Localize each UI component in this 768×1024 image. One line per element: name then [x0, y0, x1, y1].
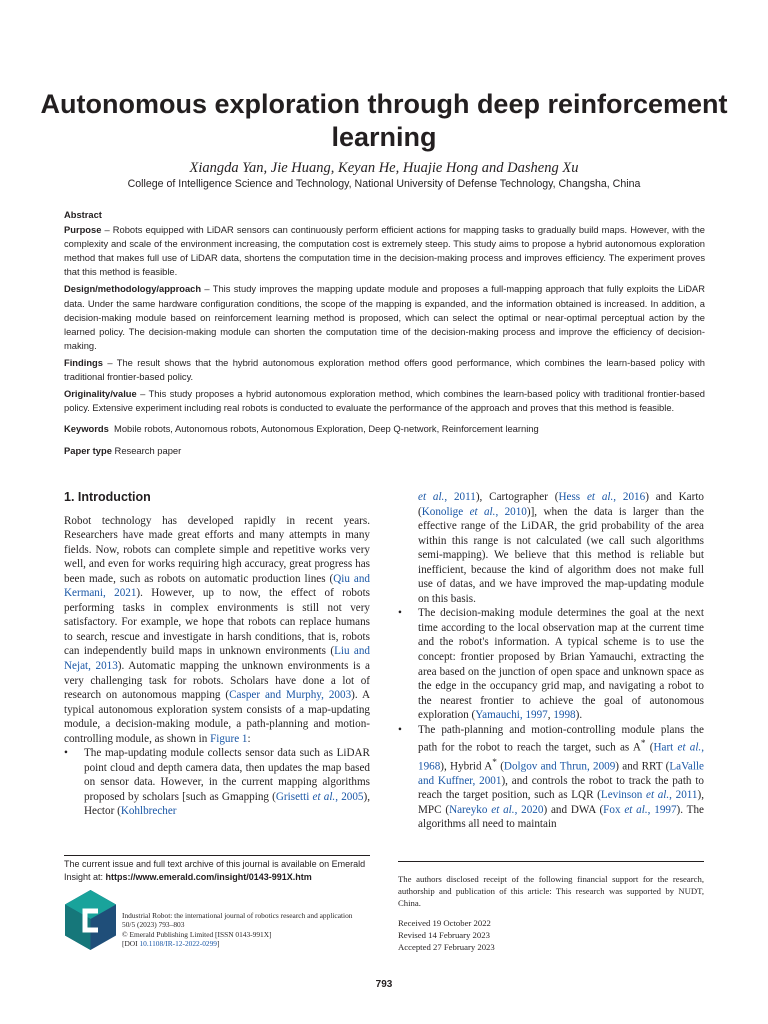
text-run: , — [547, 709, 554, 722]
list-item-continued — [398, 490, 704, 606]
purpose-text: – Robots equipped with LiDAR sensors can continuously perform efficient actions for mapping tasks to gradually build maps. However, with the complexity and scale of the environment increasing, the computation cost is extremely steep. This study aims to propose a hybrid autonomous exploration method that makes full use of LiDAR data, shortens the computation time in the decision-making process and improves efficiency. The experiment proves that this method is feasible. — [64, 225, 705, 278]
superscript: * — [640, 739, 646, 750]
citation-link[interactable]: 1998 — [553, 709, 576, 722]
figure-link[interactable]: Figure 1 — [210, 732, 248, 745]
abstract-purpose — [64, 223, 705, 279]
list-item — [64, 746, 370, 819]
intro-paragraph — [64, 514, 370, 747]
page-number: 793 — [375, 979, 393, 990]
footnote-divider — [398, 861, 704, 862]
citation-link[interactable]: Levinson et al., 2011 — [600, 789, 698, 802]
findings-text: – The result shows that the hybrid autonomous exploration method offers good performance, which combines the learn-based policy with traditional frontier-based policy. — [64, 357, 705, 383]
journal-info — [122, 911, 374, 949]
journal-name: Industrial Robot: the international journal of robotics research and application — [122, 911, 353, 920]
text-run: ), Hector ( — [84, 790, 370, 818]
section-heading: 1. Introduction — [64, 490, 151, 504]
findings-label: Findings — [64, 357, 103, 368]
journal-doi — [122, 939, 374, 948]
archive-text: The current issue and full text archive of this journal is available on Emerald Insight at: — [64, 859, 366, 882]
text-run: ), MPC ( — [418, 789, 704, 816]
paper-type — [64, 445, 705, 456]
citation-link[interactable]: Fox et al., 1997 — [603, 803, 677, 816]
text-run: ( — [645, 742, 654, 755]
citation-link[interactable]: Kohlbrecher — [120, 805, 177, 818]
text-run: ) and RRT ( — [615, 760, 670, 773]
abstract-design — [64, 282, 705, 352]
emerald-logo-icon — [63, 889, 118, 951]
funding-note: The authors disclosed receipt of the following financial support for the research, authorship and publication of this article: This research was supported by NUDT, China. — [398, 874, 704, 909]
right-column — [398, 490, 704, 832]
received-date: Received 19 October 2022 — [398, 918, 491, 928]
text-run: ). — [575, 709, 583, 722]
citation-link[interactable]: Qiu and Kermani, 2021 — [64, 572, 370, 600]
keywords — [64, 423, 705, 434]
citation-link[interactable]: Nareyko et al., 2020 — [449, 803, 544, 816]
bullet-marker: • — [398, 607, 402, 620]
citation-link[interactable]: Dolgov and Thrun, 2009 — [503, 760, 616, 773]
text-run: The path-planning and motion-controlling module plans the path for the robot to reach the target, such as A — [418, 723, 704, 755]
doi-prefix: [DOI — [122, 939, 140, 949]
text-run: The map-updating module collects sensor data such as LiDAR point cloud and depth camera data, then updates the map based on sensor data. However, in the current mapping algorithms proposed by scholars [such as Gmapping ( — [84, 747, 370, 803]
author-list: Xiangda Yan, Jie Huang, Keyan He, Huajie Hong and Dasheng Xu — [189, 160, 579, 176]
paper-type-text: Research paper — [114, 445, 182, 456]
journal-volume: 50/5 (2023) 793–803 — [122, 920, 185, 930]
text-run: ( — [496, 760, 504, 773]
text-run: Robot technology has developed rapidly in recent years. Researchers have made great efforts and many attempts in many fields. Now, robots can complete simple and repetitive works very well, and even for works requiring high accuracy, great progress has been made, such as robots on automatic production lines ( — [64, 514, 370, 585]
purpose-label: Purpose — [64, 225, 102, 236]
text-run: ). Automatic mapping the unknown environments is a very challenging task for robots. Scholars have done a lot of research on autonomous mapping ( — [64, 660, 370, 702]
citation-link[interactable]: Liu and Nejat, 2013 — [64, 645, 370, 673]
text-run: ). However, up to now, the effect of robots performing tasks in complex environments is still not very satisfactory. For example, we hope that robots can replace humans to search, rescue and investigate in harsh conditions, that is, robots can independently build maps in unknown environments ( — [64, 587, 371, 658]
citation-link[interactable]: Hart et al., 1968 — [418, 742, 705, 773]
text-run: ), and controls the robot to track the path to reach the target position, such as LQR ( — [418, 774, 704, 802]
left-column — [64, 490, 370, 819]
keywords-label: Keywords — [64, 423, 109, 434]
design-text: – This study improves the mapping update module and proposes a full-mapping approach that fully exploits the LiDAR data. Under the same hardware configuration conditions, the scope of the mapping is expanded, and the information obtained is increased. In addition, a decision-making module based on reinforcement learning method is proposed, which can select the optimal or near-optimal perceptual action by the learned policy. The decision-making module can shorten the computation time of the decision-making process and improve the efficiency of decision-making. — [64, 284, 705, 351]
doi-link[interactable]: 10.1108/IR-12-2022-0299 — [139, 939, 217, 949]
citation-link[interactable]: Konolige et al., 2010 — [421, 505, 527, 518]
text-run: ). The algorithms all need to maintain — [418, 803, 704, 831]
text-run: ), Cartographer ( — [475, 491, 559, 503]
text-run: )], when the data is larger than the effective range of the LiDAR, the grid probability of the area within this range is not calculated (we call such algorithms semi-mapping). We believe that this method is reliable but inefficient, because the kind of algorithm does not make full use of datas, and we have improved the map-updating module on this basis. — [418, 505, 705, 605]
accepted-date: Accepted 27 February 2023 — [398, 942, 495, 952]
keywords-text: Mobile robots, Autonomous robots, Autonomous Exploration, Deep Q-network, Reinforcement learning — [114, 423, 539, 434]
abstract-heading: Abstract — [64, 210, 102, 220]
originality-label: Originality/value — [64, 389, 137, 400]
design-label: Design/methodology/approach — [64, 284, 202, 295]
doi-suffix: ] — [216, 939, 220, 949]
citation-link[interactable]: et al., 2011 — [418, 491, 476, 503]
bullet-marker: • — [64, 747, 68, 760]
footer-divider — [64, 855, 370, 856]
text-run: ). A typical autonomous exploration system consists of a map-updating module, a decision-making module, a path-planning and motion-controlling module, as shown in — [64, 689, 371, 745]
citation-link[interactable]: Grisetti et al., 2005 — [275, 790, 364, 803]
citation-link[interactable]: Casper and Murphy, 2003 — [229, 689, 352, 702]
abstract-originality — [64, 387, 705, 415]
citation-link[interactable]: Yamauchi, 1997 — [475, 709, 548, 722]
journal-issn: © Emerald Publishing Limited [ISSN 0143-991X] — [122, 929, 272, 939]
citation-link[interactable]: Hess et al., 2016 — [558, 491, 646, 503]
text-run: The decision-making module determines the goal at the next time according to the local observation map at the current time and the robot's information. A typical scheme is to use the concept: frontier proposed by Brian Yamauchi, extracting the area based on the junction of open space and unknown space as the edge in the occupancy grid map, and navigating a robot to the nearest frontier to achieve the goal of autonomous exploration ( — [418, 607, 704, 722]
originality-text: – This study proposes a hybrid autonomous exploration method, which combines the learn-based policy with traditional frontier-based policy. Extensive experiment including real robots is conducted to evaluate the performance of the approach and proves that this method is feasible. — [64, 389, 705, 414]
archive-notice — [64, 858, 370, 883]
text-run: ), Hybrid A — [440, 760, 493, 773]
paper-type-label: Paper type — [64, 445, 112, 456]
citation-link[interactable]: LaValle and Kuffner, 2001 — [418, 760, 704, 787]
revised-date: Revised 14 February 2023 — [398, 930, 490, 940]
abstract — [64, 208, 705, 418]
superscript: * — [492, 757, 497, 768]
list-item — [398, 723, 704, 832]
text-run: ) and Karto ( — [418, 491, 705, 518]
article-dates — [398, 917, 704, 953]
text-run: : — [247, 732, 251, 745]
bullet-marker: • — [398, 723, 402, 736]
abstract-findings — [64, 356, 705, 384]
archive-url[interactable]: https://www.emerald.com/insight/0143-991X.htm — [105, 871, 312, 882]
list-item — [398, 606, 704, 722]
affiliation: College of Intelligence Science and Technology, National University of Defense Technology, Changsha, China — [127, 178, 641, 190]
text-run: ) and DWA ( — [543, 803, 604, 816]
paper-title: Autonomous exploration through deep reinforcement learning — [40, 89, 728, 152]
